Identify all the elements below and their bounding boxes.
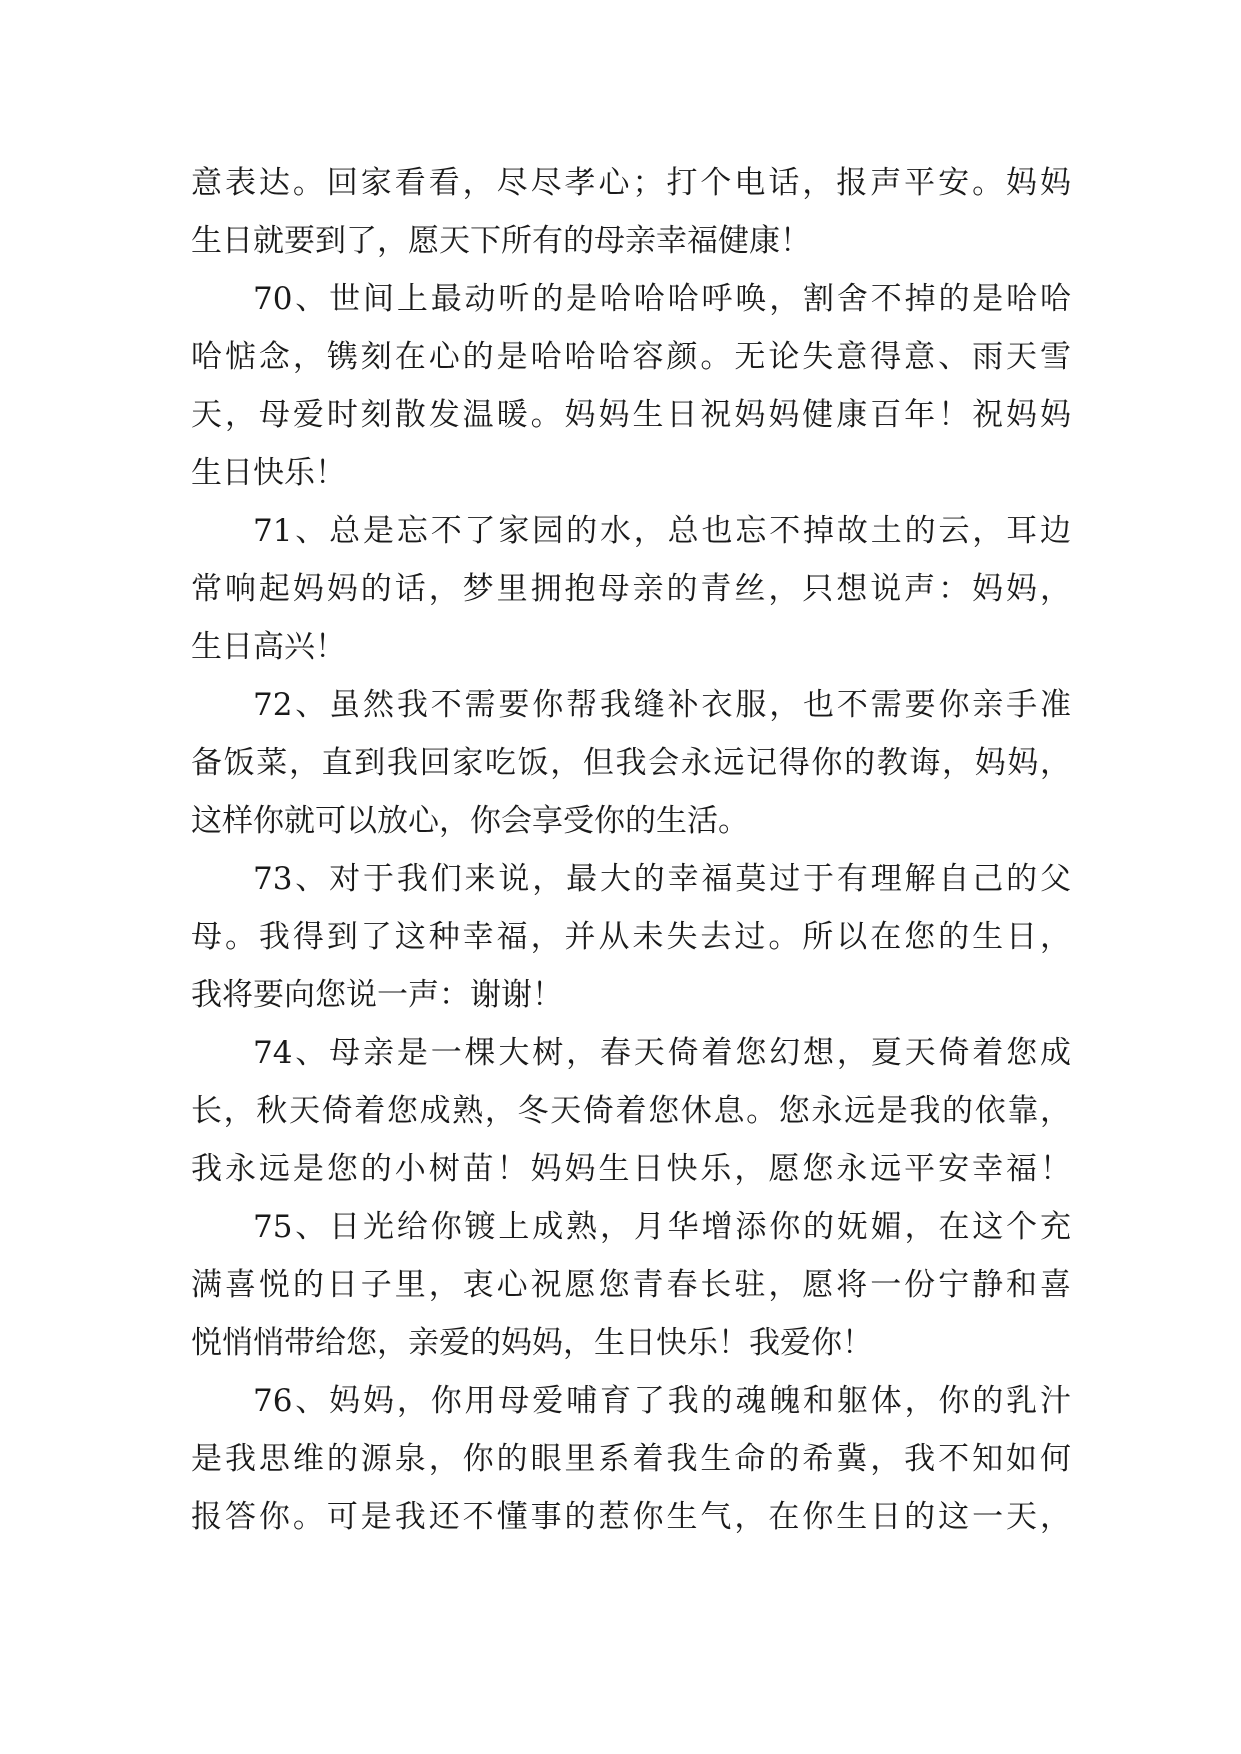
text-line: 悦悄悄带给您，亲爱的妈妈，生日快乐！我爱你！	[191, 1325, 873, 1361]
text-line: 意表达。回家看看，尽尽孝心；打个电话，报声平安。妈妈	[191, 165, 1071, 201]
text-line: 生日就要到了，愿天下所有的母亲幸福健康！	[191, 223, 811, 259]
text-line: 母。我得到了这种幸福，并从未失去过。所以在您的生日，	[191, 919, 1071, 955]
text-line: 满喜悦的日子里，衷心祝愿您青春长驻，愿将一份宁静和喜	[191, 1267, 1071, 1303]
text-line: 76、妈妈，你用母爱哺育了我的魂魄和躯体，你的乳汁	[253, 1383, 1071, 1419]
text-line: 生日高兴！	[191, 629, 346, 665]
text-line: 74、母亲是一棵大树，春天倚着您幻想，夏天倚着您成	[253, 1035, 1071, 1071]
text-line: 常响起妈妈的话，梦里拥抱母亲的青丝，只想说声：妈妈，	[191, 571, 1071, 607]
text-line: 70、世间上最动听的是哈哈哈呼唤，割舍不掉的是哈哈	[253, 281, 1071, 317]
text-line: 73、对于我们来说，最大的幸福莫过于有理解自己的父	[253, 861, 1071, 897]
text-line: 75、日光给你镀上成熟，月华增添你的妩媚，在这个充	[253, 1209, 1071, 1245]
text-line: 72、虽然我不需要你帮我缝补衣服，也不需要你亲手准	[253, 687, 1071, 723]
text-line: 这样你就可以放心，你会享受你的生活。	[191, 803, 749, 839]
text-line: 我永远是您的小树苗！妈妈生日快乐，愿您永远平安幸福！	[191, 1151, 1071, 1187]
text-line: 天，母爱时刻散发温暖。妈妈生日祝妈妈健康百年！祝妈妈	[191, 397, 1071, 433]
text-line: 71、总是忘不了家园的水，总也忘不掉故土的云，耳边	[253, 513, 1071, 549]
text-line: 备饭菜，直到我回家吃饭，但我会永远记得你的教诲，妈妈，	[191, 745, 1071, 781]
text-line: 哈惦念，镌刻在心的是哈哈哈容颜。无论失意得意、雨天雪	[191, 339, 1071, 375]
text-line: 长，秋天倚着您成熟，冬天倚着您休息。您永远是我的依靠，	[191, 1093, 1071, 1129]
text-line: 我将要向您说一声：谢谢！	[191, 977, 563, 1013]
text-line: 是我思维的源泉，你的眼里系着我生命的希冀，我不知如何	[191, 1441, 1071, 1477]
text-line: 生日快乐！	[191, 455, 346, 491]
text-line: 报答你。可是我还不懂事的惹你生气，在你生日的这一天，	[191, 1499, 1071, 1535]
